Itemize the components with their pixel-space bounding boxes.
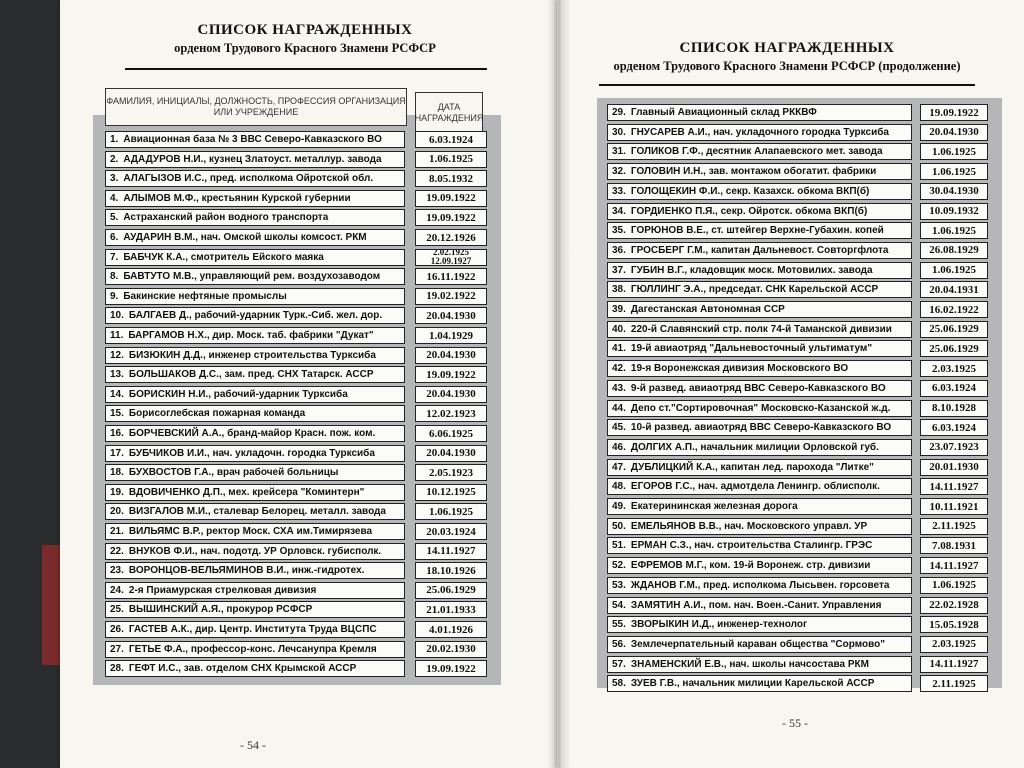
right-page-number: - 55 - xyxy=(782,716,808,730)
awardee-cell xyxy=(607,675,912,692)
awardee-text: БОРИСКИН Н.И., рабочий-ударник Турксиба xyxy=(128,388,348,400)
awardee-cell xyxy=(105,562,405,579)
award-date-cell: 16.11.1922 xyxy=(415,268,487,285)
awardee-text: 220-й Славянский стр. полк 74-й Таманской дивизии xyxy=(630,323,892,335)
awardee-cell xyxy=(607,143,912,160)
awardee-cell xyxy=(607,203,912,220)
row-number: 34. xyxy=(612,205,626,217)
awardee-text: АДАДУРОВ Н.И., кузнец Златоуст. металлур. завода xyxy=(123,153,382,165)
awardee-cell xyxy=(607,498,912,515)
awardee-text: 2-я Приамурская стрелковая дивизия xyxy=(128,584,317,596)
row-number: 51. xyxy=(612,540,626,552)
award-date-cell: 25.06.1929 xyxy=(920,340,988,357)
row-number: 11. xyxy=(110,330,124,341)
awardee-cell xyxy=(607,242,912,259)
awardee-text: ГУБИН В.Г., кладовщик моск. Мотовилих. завода xyxy=(630,264,873,276)
row-number: 45. xyxy=(612,422,626,434)
award-date-cell: 20.04.1930 xyxy=(920,124,988,141)
awardee-text: Авиационная база № 3 ВВС Северо-Кавказского ВО xyxy=(123,134,382,145)
awardee-cell xyxy=(105,347,405,364)
award-date-cell: 18.10.1926 xyxy=(415,562,487,579)
award-date-cell: 1.06.1925 xyxy=(415,503,487,520)
award-date-cell: 6.03.1924 xyxy=(415,131,487,148)
left-page-number: - 54 - xyxy=(240,738,266,752)
right-page-heading xyxy=(597,40,977,74)
row-number: 22. xyxy=(110,545,124,557)
award-date-cell: 14.11.1927 xyxy=(920,478,988,495)
awardee-text: Екатерининская железная дорога xyxy=(630,501,798,512)
awardee-text: ЗАМЯТИН А.И., пом. нач. Воен.-Санит. Управления xyxy=(630,599,882,611)
row-number: 50. xyxy=(612,520,626,532)
award-date-cell: 2.03.1925 xyxy=(920,360,988,377)
awardee-cell xyxy=(105,445,405,462)
awardee-cell xyxy=(105,151,405,168)
awardee-cell xyxy=(607,518,912,535)
row-number: 54. xyxy=(612,599,626,611)
row-number: 16. xyxy=(110,428,124,439)
awardee-text: БАРГАМОВ Н.Х., дир. Моск. таб. фабрики "Дукат" xyxy=(128,330,374,341)
awardee-cell xyxy=(105,307,405,324)
awardee-cell xyxy=(105,268,405,285)
award-date-cell: 1.06.1925 xyxy=(415,151,487,168)
awardee-text: Главный Авиационный склад РККВФ xyxy=(630,107,817,118)
awardee-cell xyxy=(607,577,912,594)
awardee-cell xyxy=(607,439,912,456)
awardee-cell xyxy=(105,327,405,344)
awardee-text: Дагестанская Автономная ССР xyxy=(630,304,785,315)
awardee-cell xyxy=(607,183,912,200)
right-page xyxy=(557,0,1024,768)
awardee-text: ВДОВИЧЕНКО Д.П., мех. крейсера "Коминтерн" xyxy=(128,486,365,498)
award-date-cell: 20.02.1930 xyxy=(415,641,487,658)
awardee-cell xyxy=(607,419,912,436)
row-number: 10. xyxy=(110,310,124,322)
award-date-cell: 10.09.1932 xyxy=(920,203,988,220)
awardee-text: ЗНАМЕНСКИЙ Е.В., нач. школы начсостава РКМ xyxy=(630,658,869,670)
awardee-text: ЕРМАН С.З., нач. строительства Сталингр. ГРЭС xyxy=(630,540,873,552)
awardee-cell xyxy=(105,464,405,481)
awardee-cell xyxy=(105,484,405,501)
left-column-header-name: ФАМИЛИЯ, ИНИЦИАЛЫ, ДОЛЖНОСТЬ, ПРОФЕССИЯ ОРГАНИЗАЦИЯ ИЛИ УЧРЕЖДЕНИЕ xyxy=(105,88,407,126)
award-date-cell: 20.03.1924 xyxy=(415,523,487,540)
award-date-cell: 12.02.1923 xyxy=(415,405,487,422)
row-number: 55. xyxy=(612,619,626,631)
row-number: 35. xyxy=(612,225,626,237)
awardee-text: ГОЛОВИН И.Н., зав. монтажом обогатит. фабрики xyxy=(630,166,877,178)
awardee-text: БАЛГАЕВ Д., рабочий-ударник Турк.-Сиб. жел. дор. xyxy=(128,310,383,322)
row-number: 15. xyxy=(110,408,124,420)
award-date-cell: 2.11.1925 xyxy=(920,675,988,692)
row-number: 3. xyxy=(110,173,119,185)
awardee-text: ЖДАНОВ Г.М., пред. исполкома Лысьвен. горсовета xyxy=(630,579,890,591)
awardee-cell xyxy=(607,340,912,357)
row-number: 25. xyxy=(110,604,124,616)
row-number: 9. xyxy=(110,290,119,302)
awardee-cell xyxy=(607,636,912,653)
open-book xyxy=(42,0,1024,768)
awardee-text: АУДАРИН В.М., нач. Омской школы комсост. РКМ xyxy=(123,232,367,243)
awardee-text: Землечерпательный караван общества "Сормово" xyxy=(630,638,885,650)
awardee-cell xyxy=(607,163,912,180)
award-date-cell: 21.01.1933 xyxy=(415,601,487,618)
award-date-cell: 14.11.1927 xyxy=(415,543,487,560)
awardee-text: ГЮЛЛИНГ Э.А., председат. СНК Карельской АССР xyxy=(630,284,879,296)
award-date-cell: 25.06.1929 xyxy=(920,321,988,338)
award-date-cell: 25.06.1929 xyxy=(415,582,487,599)
awardee-text: ДУБЛИЦКИЙ К.А., капитан лед. парохода "Литке" xyxy=(630,461,874,473)
left-page-subtitle: орденом Трудового Красного Знамени РСФСР xyxy=(174,41,436,55)
award-date-cell: 19.09.1922 xyxy=(920,104,988,121)
row-number: 44. xyxy=(612,402,626,414)
award-date-cell: 7.08.1931 xyxy=(920,537,988,554)
awardee-text: БОРЧЕВСКИЙ А.А., бранд-майор Красн. пож. ком. xyxy=(128,428,376,439)
row-number: 19. xyxy=(110,486,124,498)
awardee-cell xyxy=(607,597,912,614)
awardee-cell xyxy=(607,616,912,633)
row-number: 8. xyxy=(110,271,119,283)
awardee-text: ЕФРЕМОВ М.Г., ком. 19-й Воронеж. стр. дивизии xyxy=(630,560,871,572)
awardee-cell xyxy=(607,321,912,338)
row-number: 30. xyxy=(612,126,626,138)
left-page-title: СПИСОК НАГРАЖДЕННЫХ xyxy=(197,22,413,38)
row-number: 18. xyxy=(110,467,124,479)
awardee-text: 9-й развед. авиаотряд ВВС Северо-Кавказского ВО xyxy=(630,382,886,394)
row-number: 33. xyxy=(612,185,626,197)
awardee-cell xyxy=(105,366,405,383)
awardee-text: ГАСТЕВ А.К., дир. Центр. Института Труда ВЦСПС xyxy=(128,624,377,635)
award-date-cell: 20.01.1930 xyxy=(920,459,988,476)
row-number: 21. xyxy=(110,526,124,537)
award-date-cell: 2.11.1925 xyxy=(920,518,988,535)
award-date-cell: 20.04.1930 xyxy=(415,445,487,462)
awardee-cell xyxy=(607,124,912,141)
award-date-cell: 14.11.1927 xyxy=(920,656,988,673)
awardee-cell xyxy=(607,557,912,574)
award-date-cell: 1.06.1925 xyxy=(920,143,988,160)
award-date-cell: 19.09.1922 xyxy=(415,660,487,677)
left-heading-rule xyxy=(125,68,487,70)
awardee-cell xyxy=(105,131,405,148)
row-number: 5. xyxy=(110,212,119,224)
awardee-cell xyxy=(607,281,912,298)
left-column-header-date: ДАТА НАГРАЖДЕНИЯ xyxy=(415,92,483,134)
award-date-cell: 20.12.1926 xyxy=(415,229,487,246)
right-page-subtitle: орденом Трудового Красного Знамени РСФСР (продолжение) xyxy=(613,59,961,73)
awardee-text: ВИЗГАЛОВ М.И., сталевар Белорец. металл. завода xyxy=(128,506,386,518)
row-number: 4. xyxy=(110,192,119,204)
awardee-cell xyxy=(607,400,912,417)
awardee-text: ЗВОРЫКИН И.Д., инженер-технолог xyxy=(630,619,808,631)
awardee-cell xyxy=(105,288,405,305)
award-date-cell: 1.06.1925 xyxy=(920,577,988,594)
award-date-cell: 1.06.1925 xyxy=(920,163,988,180)
award-date-cell: 1.06.1925 xyxy=(920,262,988,279)
row-number: 2. xyxy=(110,153,119,165)
awardee-cell xyxy=(105,425,405,442)
award-date-cell: 23.07.1923 xyxy=(920,439,988,456)
awardee-cell xyxy=(105,209,405,226)
row-number: 23. xyxy=(110,565,124,577)
awardee-cell xyxy=(105,503,405,520)
awardee-cell xyxy=(105,621,405,638)
right-page-title: СПИСОК НАГРАЖДЕННЫХ xyxy=(679,40,895,56)
awardee-cell xyxy=(105,386,405,403)
awardee-text: БУХВОСТОВ Г.А., врач рабочей больницы xyxy=(128,467,339,479)
row-number: 53. xyxy=(612,579,626,591)
awardee-text: ВОРОНЦОВ-ВЕЛЬЯМИНОВ В.И., инж.-гидротех. xyxy=(128,565,365,577)
awardee-text: ВЫШИНСКИЙ А.Я., прокурор РСФСР xyxy=(128,604,313,616)
row-number: 43. xyxy=(612,382,626,394)
awardee-cell xyxy=(607,537,912,554)
row-number: 49. xyxy=(612,501,626,512)
awardee-text: АЛЫМОВ М.Ф., крестьянин Курской губернии xyxy=(123,192,351,204)
awardee-text: БИЗЮКИН Д.Д., инженер строительства Турксиба xyxy=(128,349,376,361)
awardee-cell xyxy=(105,190,405,207)
awardee-text: 19-й авиаотряд "Дальневосточный ультиматум" xyxy=(630,343,873,355)
awardee-cell xyxy=(607,104,912,121)
awardee-text: ЕГОРОВ Г.С., нач. адмотдела Ленингр. облисполк. xyxy=(630,481,880,493)
award-date-cell: 8.05.1932 xyxy=(415,170,487,187)
award-date-cell: 2.05.1923 xyxy=(415,464,487,481)
awardee-cell xyxy=(105,523,405,540)
row-number: 17. xyxy=(110,447,124,459)
awardee-text: ГЕФТ И.С., зав. отделом СНХ Крымской АССР xyxy=(128,663,357,675)
awardee-text: Депо ст."Сортировочная" Московско-Казанской ж.д. xyxy=(630,402,891,414)
row-number: 57. xyxy=(612,658,626,670)
awardee-cell xyxy=(105,170,405,187)
awardee-text: БАБЧУК К.А., смотритель Ейского маяка xyxy=(123,251,324,263)
awardee-cell xyxy=(607,656,912,673)
award-date-cell: 10.12.1925 xyxy=(415,484,487,501)
award-date-cell: 20.04.1930 xyxy=(415,347,487,364)
row-number: 52. xyxy=(612,560,626,572)
row-number: 13. xyxy=(110,369,124,381)
awardee-text: ГОЛОЩЕКИН Ф.И., секр. Казахск. обкома ВКП(б) xyxy=(630,185,870,197)
row-number: 28. xyxy=(110,663,124,675)
awardee-text: ГОЛИКОВ Г.Ф., десятник Алапаевского мет. завода xyxy=(630,146,883,158)
award-date-cell: 10.11.1921 xyxy=(920,498,988,515)
award-date-cell: 6.03.1924 xyxy=(920,419,988,436)
award-date-cell: 4.01.1926 xyxy=(415,621,487,638)
award-date-cell: 6.03.1924 xyxy=(920,380,988,397)
row-number: 29. xyxy=(612,107,626,118)
awardee-text: ЕМЕЛЬЯНОВ В.В., нач. Московского управл. УР xyxy=(630,520,868,532)
award-date-cell: 16.02.1922 xyxy=(920,301,988,318)
award-date-cell: 20.04.1930 xyxy=(415,307,487,324)
row-number: 24. xyxy=(110,584,124,596)
row-number: 36. xyxy=(612,244,626,256)
awardee-cell xyxy=(105,229,405,246)
awardee-text: 19-я Воронежская дивизия Московского ВО xyxy=(630,363,849,375)
awardee-cell xyxy=(607,478,912,495)
awardee-cell xyxy=(105,405,405,422)
row-number: 26. xyxy=(110,624,124,635)
right-heading-rule xyxy=(599,84,975,86)
row-number: 46. xyxy=(612,441,626,453)
awardee-cell xyxy=(105,601,405,618)
awardee-text: ВИЛЬЯМС В.Р., ректор Моск. СХА им.Тимирязева xyxy=(128,526,373,537)
awardee-cell xyxy=(607,380,912,397)
row-number: 42. xyxy=(612,363,626,375)
awardee-text: ДОЛГИХ А.П., начальник милиции Орловской губ. xyxy=(630,441,879,453)
awardee-text: АЛАГЫЗОВ И.С., пред. исполкома Ойротской обл. xyxy=(123,173,374,185)
award-date-cell: 20.04.1930 xyxy=(415,386,487,403)
row-number: 6. xyxy=(110,232,119,243)
award-date-cell: 15.05.1928 xyxy=(920,616,988,633)
awardee-text: ГОРЮНОВ В.Е., ст. штейгер Верхне-Губахин. копей xyxy=(630,225,884,237)
row-number: 56. xyxy=(612,638,626,650)
awardee-text: БУБЧИКОВ И.И., нач. укладочн. городка Турксиба xyxy=(128,447,375,459)
row-number: 40. xyxy=(612,323,626,335)
awardee-cell xyxy=(105,543,405,560)
row-number: 12. xyxy=(110,349,124,361)
award-date-cell: 19.09.1922 xyxy=(415,209,487,226)
awardee-text: ГЕТЬЕ Ф.А., профессор-конс. Лечсанупра Кремля xyxy=(128,643,377,655)
awardee-cell xyxy=(105,660,405,677)
award-date-cell: 6.06.1925 xyxy=(415,425,487,442)
row-number: 47. xyxy=(612,461,626,473)
award-date-cell: 19.09.1922 xyxy=(415,366,487,383)
awardee-text: Астраханский район водного транспорта xyxy=(123,212,329,224)
award-date-cell: 20.04.1931 xyxy=(920,281,988,298)
awardee-text: Борисоглебская пожарная команда xyxy=(128,408,306,420)
award-date-cell: 19.09.1922 xyxy=(415,190,487,207)
row-number: 7. xyxy=(110,251,119,263)
left-page xyxy=(60,0,557,768)
left-page-heading xyxy=(120,22,490,56)
award-date-cell: 22.02.1928 xyxy=(920,597,988,614)
row-number: 1. xyxy=(110,134,119,145)
awardee-text: Бакинские нефтяные промыслы xyxy=(123,290,287,302)
award-date-cell: 26.08.1929 xyxy=(920,242,988,259)
row-number: 41. xyxy=(612,343,626,355)
awardee-text: ГНУСАРЕВ А.И., нач. укладочного городка Турксиба xyxy=(630,126,889,138)
row-number: 14. xyxy=(110,388,124,400)
awardee-cell xyxy=(607,301,912,318)
awardee-text: ГОРДИЕНКО П.Я., секр. Ойротск. обкома ВКП(б) xyxy=(630,205,868,217)
award-date-cell: 1.04.1929 xyxy=(415,327,487,344)
award-date-cell: 2.02.1925 12.09.1927 xyxy=(415,249,487,266)
row-number: 20. xyxy=(110,506,124,518)
awardee-cell xyxy=(105,641,405,658)
awardee-cell xyxy=(105,249,405,266)
awardee-text: ЗУЕВ Г.В., начальник милиции Карельской АССР xyxy=(630,678,875,690)
awardee-text: ГРОСБЕРГ Г.М., капитан Дальневост. Совторгфлота xyxy=(630,244,889,256)
awardee-text: ВНУКОВ Ф.И., нач. подотд. УР Орловск. губисполк. xyxy=(128,545,382,557)
awardee-cell xyxy=(607,459,912,476)
awardee-cell xyxy=(607,262,912,279)
row-number: 39. xyxy=(612,304,626,315)
awardee-cell xyxy=(105,582,405,599)
row-number: 31. xyxy=(612,146,626,158)
awardee-cell xyxy=(607,360,912,377)
row-number: 48. xyxy=(612,481,626,493)
awardee-cell xyxy=(607,222,912,239)
awardee-text: 10-й развед. авиаотряд ВВС Северо-Кавказского ВО xyxy=(630,422,892,434)
row-number: 37. xyxy=(612,264,626,276)
award-date-cell: 14.11.1927 xyxy=(920,557,988,574)
row-number: 38. xyxy=(612,284,626,296)
row-number: 32. xyxy=(612,166,626,178)
awardee-text: БОЛЬШАКОВ Д.С., зам. пред. СНХ Татарск. АССР xyxy=(128,369,374,381)
row-number: 27. xyxy=(110,643,124,655)
award-date-cell: 8.10.1928 xyxy=(920,400,988,417)
row-number: 58. xyxy=(612,678,626,690)
awardee-text: БАВТУТО М.В., управляющий рем. воздухозаводом xyxy=(123,271,381,283)
award-date-cell: 1.06.1925 xyxy=(920,222,988,239)
award-date-cell: 30.04.1930 xyxy=(920,183,988,200)
award-date-cell: 2.03.1925 xyxy=(920,636,988,653)
award-date-cell: 19.02.1922 xyxy=(415,288,487,305)
